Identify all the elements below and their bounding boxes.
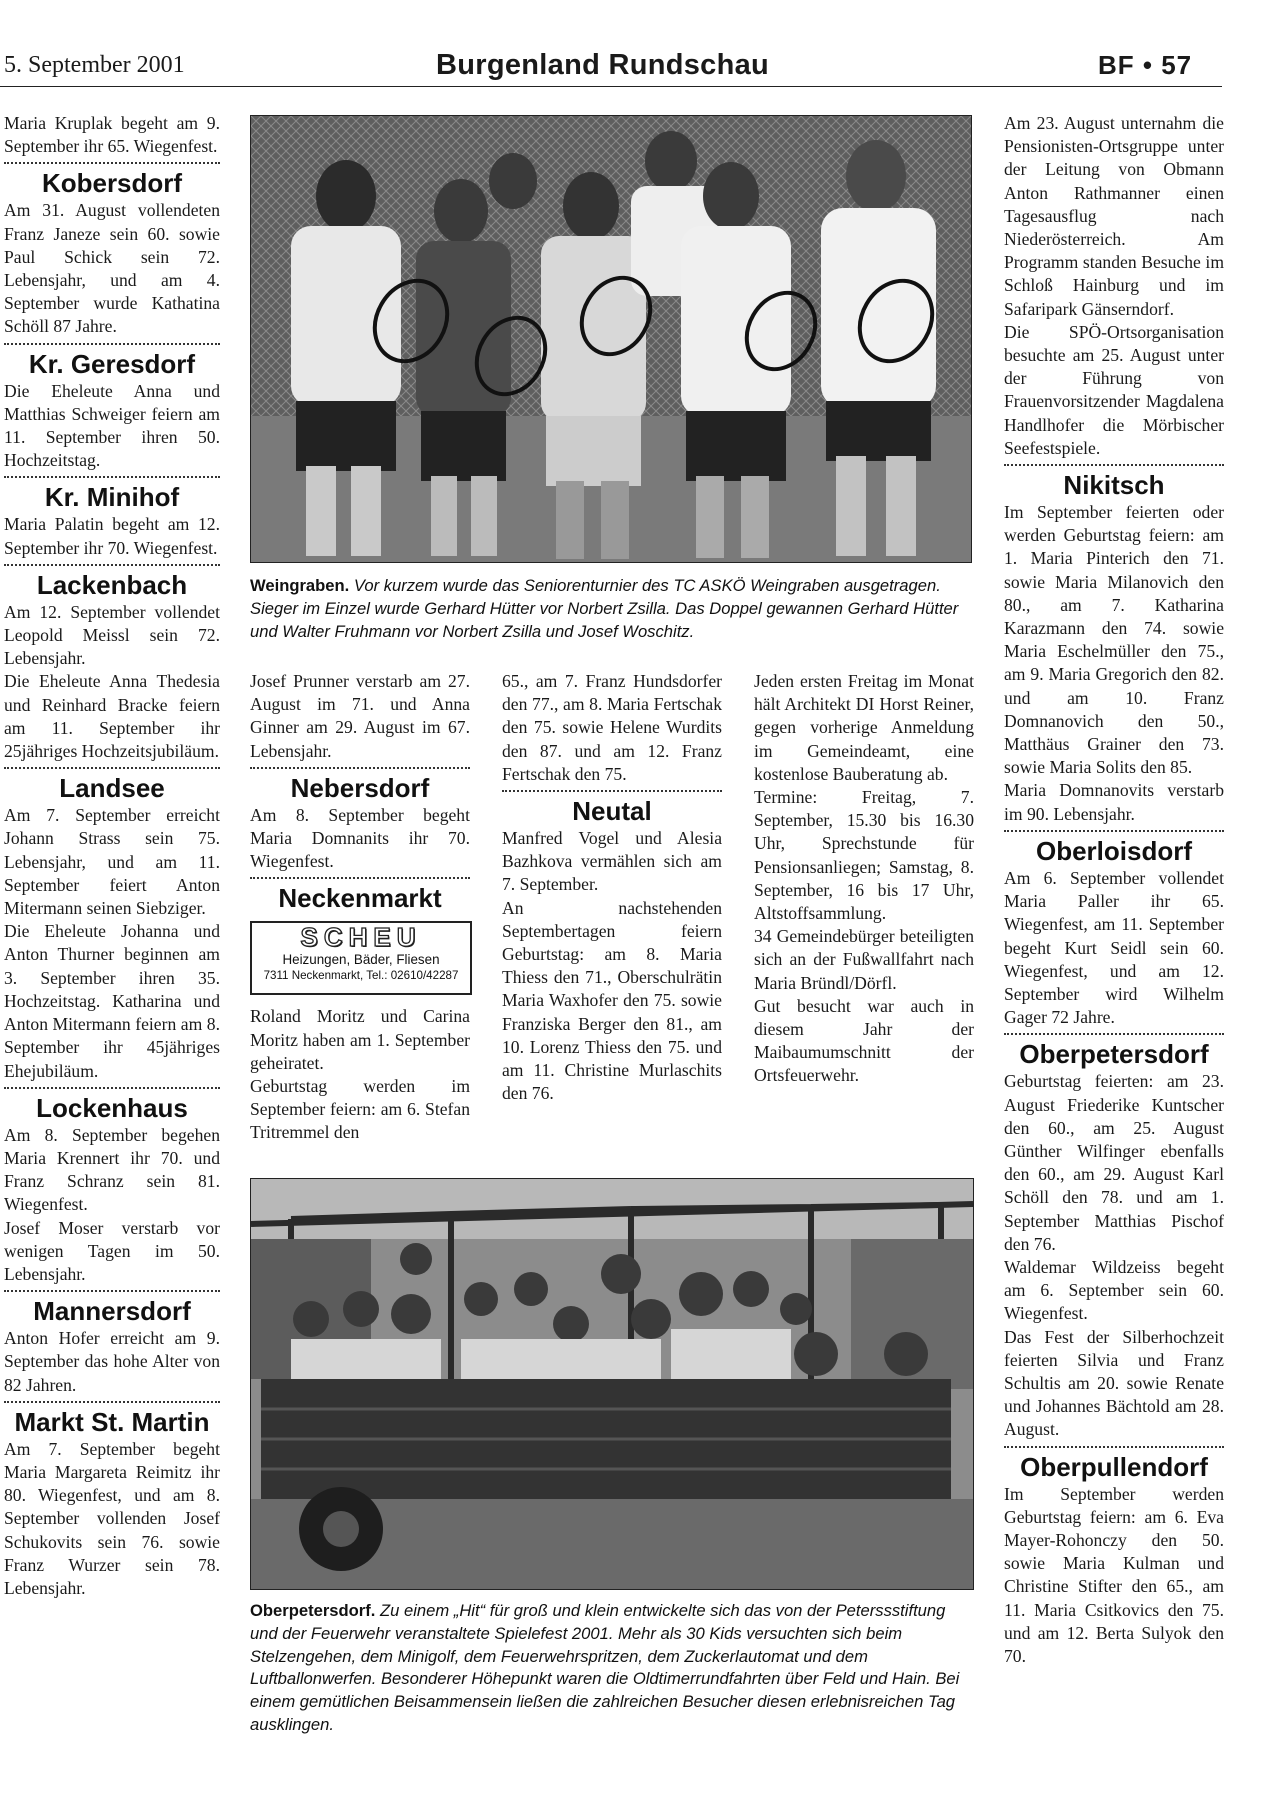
column-4	[754, 670, 974, 1088]
news-item: Am 6. September vollendet Maria Paller ihr 65. Wiegenfest, am 11. September begeht Kurt Seidl sein 60. Wiegenfest, und am 12. September wird Wilhelm Gager 72 Jahre.	[1004, 867, 1224, 1028]
news-item: Manfred Vogel und Alesia Bazhkova vermählen sich am 7. September.	[502, 828, 722, 895]
section-heading-nebersdorf: Nebersdorf	[290, 772, 430, 803]
section-heading-neckenmarkt: Neckenmarkt	[278, 883, 442, 914]
caption-text: Vor kurzem wurde das Seniorenturnier des TC ASKÖ Weingraben ausgetragen. Sieger im Einzel wurde Gerhard Hütter vor Norbert Zsilla. Das Doppel gewannen Gerhard Hütter und Walter Fruhmann vor Norbert Zsilla und Josef Woschitz.	[250, 576, 959, 641]
dotted-divider	[4, 767, 220, 769]
dotted-divider	[4, 1401, 220, 1403]
news-item: Roland Moritz und Carina Moritz haben am 1. September geheiratet.	[250, 1006, 470, 1073]
section-heading-mannersdorf: Mannersdorf	[33, 1296, 191, 1327]
section-heading-markt-st-martin: Markt St. Martin	[14, 1406, 210, 1437]
column-1	[4, 112, 220, 1600]
news-item: Das Fest der Silberhochzeit feierten Silvia und Franz Schultis am 20. sowie Renate und Johannes Bächtold am 28. August.	[1004, 1326, 1224, 1440]
dotted-divider	[4, 343, 220, 345]
news-item: Im September werden Geburtstag feiern: am 6. Eva Mayer-Rohonczy den 50. sowie Maria Kulman und Christine Stifter den 65., am 11. Maria Csitkovics den 75. und am 12. Berta Sulyok den 70.	[1004, 1483, 1224, 1666]
section-heading-landsee: Landsee	[59, 773, 165, 804]
page-number: BF • 57	[1098, 50, 1193, 80]
news-item: An nachstehenden Septembertagen feiern Geburtstag: am 8. Maria Thiess den 71., Oberschulrätin Maria Waxhofer den 75. sowie Franziska Berger den 81., am 10. Lorenz Thiess den 75. und am 11. Christine Murlaschits den 76.	[502, 897, 722, 1104]
news-item: Maria Palatin begeht am 12. September ihr 70. Wiegenfest.	[4, 514, 220, 558]
section-heading-lockenhaus: Lockenhaus	[36, 1092, 188, 1123]
news-item: Josef Prunner verstarb am 27. August im 71. und Anna Ginner am 29. August im 67. Lebensjahr.	[250, 671, 470, 761]
dotted-divider	[502, 790, 722, 792]
dotted-divider	[1004, 830, 1224, 832]
caption-place: Oberpetersdorf.	[250, 1601, 376, 1620]
ad-services: Heizungen, Bäder, Fliesen	[282, 952, 440, 968]
news-item: Die Eheleute Johanna und Anton Thurner beginnen am 3. September ihren 35. Hochzeitstag. Katharina und Anton Mitermann feiern am 8. September ihr 45jähriges Ehejubiläum.	[4, 921, 220, 1081]
news-item: Die Eheleute Anna Thedesia und Reinhard Bracke feiern am 11. September ihr 25jähriges Hochzeitsjubiläum.	[4, 671, 220, 762]
dotted-divider	[250, 877, 470, 879]
news-item: Am 31. August vollendeten Franz Janeze sein 60. sowie Paul Schick sein 72. Lebensjahr, und am 4. September wurde Kathatina Schöll 87 Jahre.	[4, 200, 220, 337]
news-item: Im September feierten oder werden Geburtstag feiern: am 1. Maria Pinterich den 71. sowie Maria Milanovich den 80., am 7. Katharina Karazmann den 74. sowie Maria Eschelmüller den 75., am 9. Maria Gregorich den 82. und am 10. Franz Domnanovich den 50., Matthäus Grainer den 73. sowie Maria Solits den 85.	[1004, 502, 1224, 778]
news-item: Am 8. September begehen Maria Krennert ihr 70. und Franz Schranz sein 81. Wiegenfest.	[4, 1124, 220, 1215]
section-heading-lackenbach: Lackenbach	[36, 569, 188, 600]
news-item: Am 23. August unternahm die Pensionisten-Ortsgruppe unter der Leitung von Obmann Anton Rathmanner einen Tagesausflug nach Niederösterreich. Am Programm standen Besuche im Schloß Hainburg und im Safaripark Gänserndorf.	[1004, 113, 1224, 319]
section-heading-oberpullendorf: Oberpullendorf	[1020, 1451, 1208, 1482]
dotted-divider	[4, 1087, 220, 1089]
news-item: Maria Domnanovits verstarb im 90. Lebensjahr.	[1004, 780, 1224, 824]
section-heading-kr-minihof: Kr. Minihof	[44, 482, 180, 513]
caption-text: Zu einem „Hit“ für groß und klein entwickelte sich das von der Peterssstiftung und der Feuerwehr veranstaltete Spielefest 2001. Mehr als 30 Kids versuchten sich beim Stelzengehen, dem Minigolf, dem Feuerwehrspritzen, dem Zuckerlautomat und dem Luftballonwerfen. Besonderer Höhepunkt waren die Oldtimerrundfahrten über Feld und Hain. Bei einem gemütlichen Beisammensein ließen die zahlreichen Besucher diesen erlebnisreichen Tag ausklingen.	[250, 1601, 960, 1734]
news-item: Jeden ersten Freitag im Monat hält Architekt DI Horst Reiner, gegen vorherige Anmeldung im Gemeindeamt, eine kostenlose Bauberatung ab.	[754, 671, 974, 784]
section-heading-oberpetersdorf: Oberpetersdorf	[1019, 1039, 1209, 1070]
news-item: Am 7. September erreicht Johann Strass sein 75. Lebensjahr, und am 11. September feiert Anton Mitermann seinen Siebziger.	[4, 805, 220, 919]
section-heading-kr-geresdorf: Kr. Geresdorf	[28, 348, 196, 379]
ad-address: 7311 Neckenmarkt, Tel.: 02610/42287	[263, 969, 459, 983]
news-item: Geburtstag werden im September feiern: am 6. Stefan Tritremmel den	[250, 1076, 470, 1143]
publication-title: Burgenland Rundschau	[436, 49, 770, 81]
wagon-ride-photo	[250, 1178, 974, 1590]
column-5	[1004, 112, 1224, 1668]
tennis-team-photo	[250, 115, 972, 563]
issue-date: 5. September 2001	[4, 52, 185, 78]
news-item: Termine: Freitag, 7. September, 15.30 bis 16.30 Uhr, Sprechstunde für Pensionsanliegen; Samstag, 8. September, 16 bis 17 Uhr, Altstoffsammlung.	[754, 787, 974, 924]
news-item: Geburtstag feierten: am 23. August Friederike Kuntscher den 60., am 25. August Günther Wilfinger ebenfalls den 60., am 29. August Karl Schöll den 78. und am 1. September Matthias Pischof den 76.	[1004, 1071, 1224, 1254]
section-heading-neutal: Neutal	[572, 796, 652, 827]
dotted-divider	[4, 162, 220, 164]
news-item: 34 Gemeindebürger beteiligten sich an der Fußwallfahrt nach Maria Bründl/Dörfl.	[754, 926, 974, 993]
column-3	[502, 670, 722, 1105]
news-item: 65., am 7. Franz Hundsdorfer den 77., am 8. Maria Fertschak den 75. sowie Helene Wurdits den 87. und am 12. Franz Fertschak den 75.	[502, 671, 722, 784]
news-item: Am 7. September begeht Maria Margareta Reimitz ihr 80. Wiegenfest, und am 8. September vollenden Josef Schukovits sein 76. sowie Franz Wurzer sein 78. Lebensjahr.	[4, 1438, 220, 1598]
wagon-ride-photo-illustration	[251, 1179, 973, 1589]
section-heading-nikitsch: Nikitsch	[1063, 470, 1165, 501]
news-item: Josef Moser verstarb vor wenigen Tagen im 50. Lebensjahr.	[4, 1217, 220, 1284]
section-heading-oberloisdorf: Oberloisdorf	[1035, 835, 1192, 866]
tennis-team-photo-illustration	[251, 116, 971, 562]
wagon-photo-caption	[250, 1600, 974, 1737]
dotted-divider	[1004, 1033, 1224, 1035]
news-item: Am 12. September vollendet Leopold Meissl sein 72. Lebensjahr.	[4, 601, 220, 669]
news-item: Die Eheleute Anna und Matthias Schweiger feiern am 11. September ihren 50. Hochzeitstag.	[4, 380, 220, 471]
dotted-divider	[250, 767, 470, 769]
dotted-divider	[1004, 464, 1224, 466]
news-item: Gut besucht war auch in diesem Jahr der Maibaumumschnitt der Ortsfeuerwehr.	[754, 995, 974, 1086]
dotted-divider	[4, 476, 220, 478]
caption-place: Weingraben.	[250, 576, 350, 595]
dotted-divider	[1004, 1446, 1224, 1448]
ad-company-name: SCHEU	[300, 922, 422, 953]
dotted-divider	[4, 564, 220, 566]
news-item: Maria Kruplak begeht am 9. September ihr 65. Wiegenfest.	[4, 113, 220, 157]
section-heading-kobersdorf: Kobersdorf	[41, 168, 183, 199]
news-item: Die SPÖ-Ortsorganisation besuchte am 25. August unter der Führung von Frauenvorsitzender Magdalena Handlhofer die Mörbischer Seefestspiele.	[1004, 321, 1224, 458]
tennis-photo-caption	[250, 575, 972, 643]
column-2	[250, 670, 470, 1145]
news-item: Anton Hofer erreicht am 9. September das hohe Alter von 82 Jahren.	[4, 1328, 220, 1395]
news-item: Waldemar Wildzeiss begeht am 6. September sein 60. Wiegenfest.	[1004, 1256, 1224, 1324]
dotted-divider	[4, 1290, 220, 1292]
news-item: Am 8. September begeht Maria Domnanits ihr 70. Wiegenfest.	[250, 804, 470, 872]
header-rule	[0, 86, 1222, 87]
scheu-advertisement	[250, 921, 472, 995]
